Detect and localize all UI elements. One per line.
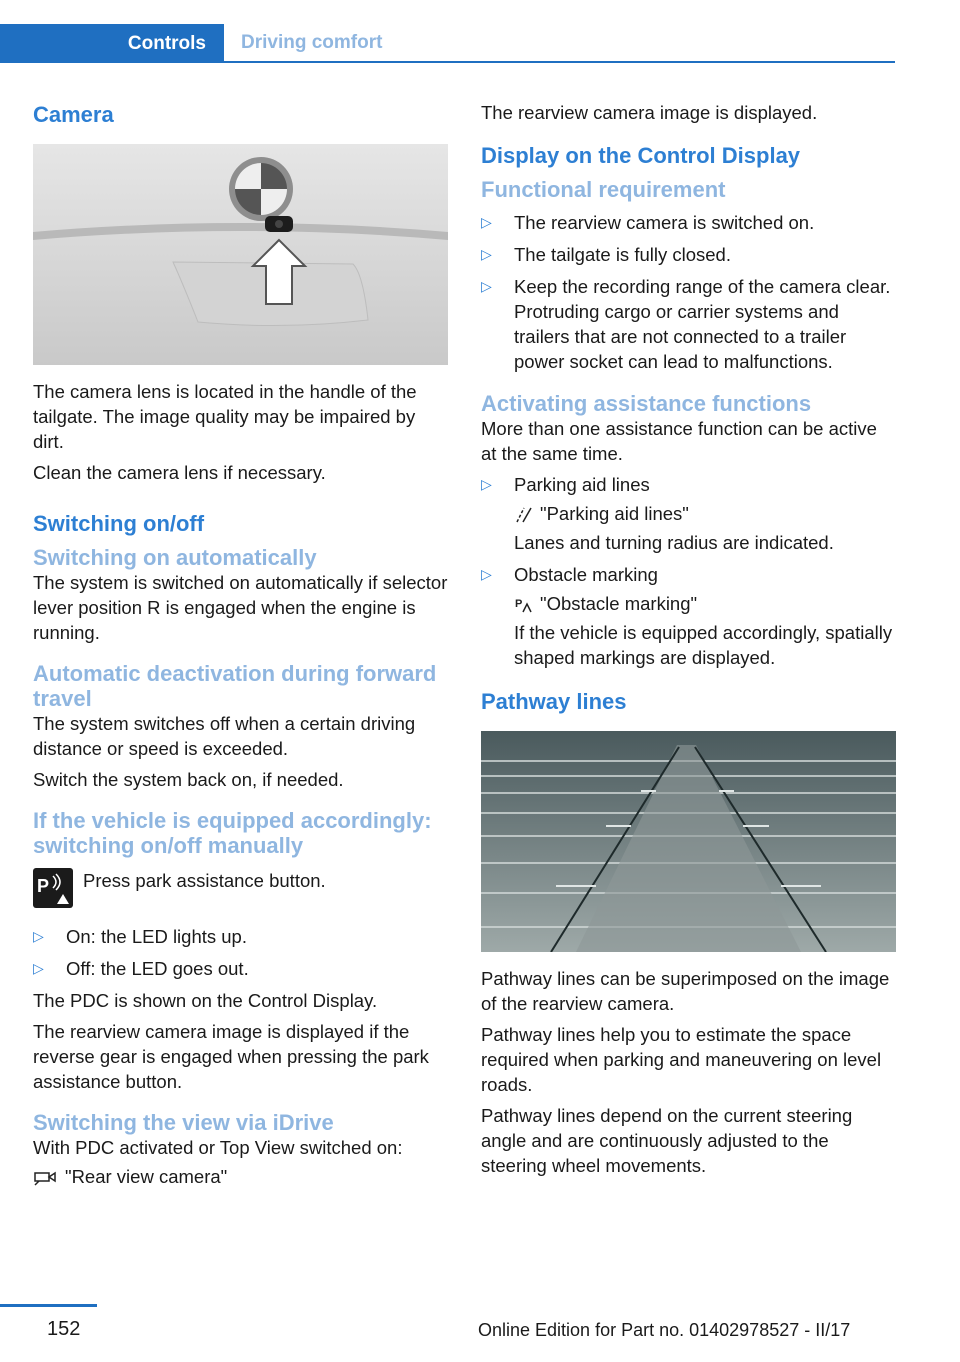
displayed-text: The rearview camera image is displayed. (481, 102, 818, 123)
pathway-text-2: Pathway lines help you to estimate the space required when parking and maneuvering on level roads. (481, 1024, 882, 1095)
camera-heading: Camera (33, 102, 114, 127)
pdc-text: The PDC is shown on the Control Display. (33, 990, 378, 1011)
parking-menu-row (514, 501, 896, 526)
camera-caption: The camera lens is located in the handle of the tailgate. The image quality may be impaired by dirt. (33, 381, 417, 452)
page-number: 152 (47, 1318, 81, 1340)
list-item: ▷ Parking aid lines "Parking aid lines" Lanes and turning radius are indicated. (481, 472, 896, 555)
auto-text: The system is switched on automatically if selector lever position R is engaged when the engine is running. (33, 572, 448, 643)
triangle-right-icon: ▷ (481, 214, 492, 230)
functional-requirement-heading: Functional requirement (481, 177, 726, 202)
triangle-right-icon: ▷ (481, 278, 492, 294)
triangle-right-icon: ▷ (481, 566, 492, 582)
triangle-right-icon: ▷ (33, 928, 44, 944)
left-column (33, 100, 448, 1188)
manual-heading: If the vehicle is equipped accordingly: switching on/off manually (33, 808, 432, 858)
parking-menu-label: "Parking aid lines" (540, 503, 689, 524)
led-list (33, 924, 448, 981)
right-column (481, 100, 896, 1184)
display-heading: Display on the Control Display (481, 143, 801, 168)
header-divider (0, 61, 895, 63)
triangle-right-icon: ▷ (33, 960, 44, 976)
tailgate-camera-photo (33, 144, 448, 365)
obstacle-desc: If the vehicle is equipped accordingly, spatially shaped markings are displayed. (514, 622, 893, 668)
rear-view-menu-label: "Rear view camera" (65, 1166, 228, 1187)
svg-text:P: P (515, 597, 523, 610)
list-item: ▷ The tailgate is fully closed. (481, 244, 731, 265)
svg-text:P: P (37, 876, 50, 896)
pathway-text-3: Pathway lines depend on the current steering angle and are continuously adjusted to the steering wheel movements. (481, 1105, 853, 1176)
pathway-lines-image (481, 731, 896, 952)
list-item: ▷ Off: the LED goes out. (33, 958, 249, 979)
park-assistance-icon (33, 868, 73, 908)
edition-note: Online Edition for Part no. 01402978527 - II/17 (478, 1320, 851, 1340)
requirement-list (481, 210, 896, 374)
rearview-text: The rearview camera image is displayed if the reverse gear is engaged when pressing the park assistance button. (33, 1021, 429, 1092)
deactivation-text-2: Switch the system back on, if needed. (33, 769, 344, 790)
header-tabs (0, 24, 895, 62)
assistance-list (481, 472, 896, 670)
obstacle-marking-icon (514, 594, 534, 614)
press-text: Press park assistance button. (83, 870, 326, 891)
idrive-heading: Switching the view via iDrive (33, 1110, 334, 1135)
list-item: ▷ Keep the recording range of the camera clear. Protruding cargo or carrier systems and trailers that are not connected to a trailer power socket can lead to malfunctions. (481, 276, 891, 372)
parking-desc: Lanes and turning radius are indicated. (514, 532, 834, 553)
triangle-right-icon: ▷ (481, 476, 492, 492)
pathway-heading: Pathway lines (481, 689, 627, 714)
pdc-instruction (33, 868, 448, 908)
list-item: ▷ The rearview camera is switched on. (481, 212, 815, 233)
list-item: ▷ Obstacle marking P "Obstacle marking" If the vehicle is equipped accordingly, spatially shaped markings are displayed. (481, 562, 896, 670)
idrive-text: With PDC activated or Top View switched on: (33, 1137, 403, 1158)
list-item: ▷ On: the LED lights up. (33, 926, 247, 947)
rear-view-menu-row (33, 1166, 448, 1188)
deactivation-heading: Automatic deactivation during forward travel (33, 661, 437, 711)
camera-clean-text: Clean the camera lens if necessary. (33, 462, 326, 483)
parking-lines-icon (514, 504, 534, 524)
pathway-text-1: Pathway lines can be superimposed on the image of the rearview camera. (481, 968, 890, 1014)
switching-heading: Switching on/off (33, 511, 205, 536)
assistance-text: More than one assistance function can be active at the same time. (481, 418, 877, 464)
auto-heading: Switching on automatically (33, 545, 317, 570)
rear-camera-icon (33, 1167, 57, 1187)
obstacle-menu-row (514, 591, 896, 616)
triangle-right-icon: ▷ (481, 246, 492, 262)
obstacle-menu-label: "Obstacle marking" (540, 593, 698, 614)
footer-divider (0, 1304, 97, 1307)
tab-controls: Controls (0, 24, 224, 63)
deactivation-text: The system switches off when a certain driving distance or speed is exceeded. (33, 713, 416, 759)
tab-driving-comfort: Driving comfort (241, 31, 383, 53)
assistance-heading: Activating assistance functions (481, 391, 812, 416)
